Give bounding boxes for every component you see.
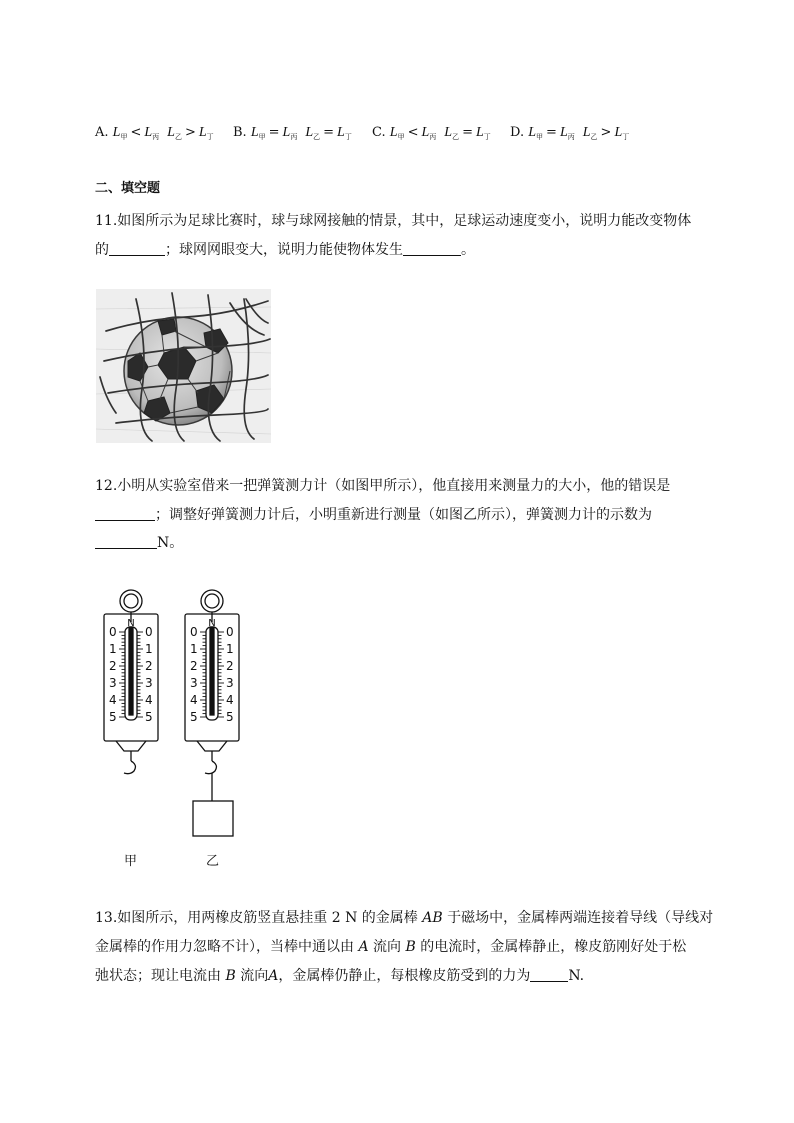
tick-label-right-4-b: 4 [226, 693, 234, 707]
scale-tick-marks [119, 632, 224, 717]
spring-scale-diagram [96, 583, 256, 873]
tick-label-left-2: 2 [109, 659, 117, 673]
q11-blank-2[interactable] [403, 241, 461, 256]
q11-line-2: 的 ；球网网眼变大，说明力能使物体发生 。 [95, 242, 475, 258]
q11-line-1: 11.如图所示为足球比赛时，球与球网接触的情景，其中，足球运动速度变小，说明力能改变物体 [95, 213, 692, 229]
tick-label-left-3: 3 [109, 676, 117, 690]
tick-label-right-2-b: 2 [226, 659, 234, 673]
unit-label-left: N [127, 618, 135, 629]
q13-blank[interactable] [530, 967, 568, 982]
section-heading: 二、填空题 [95, 181, 161, 196]
option-d[interactable]: D. $L_甲 = L_丙$ $L_乙 > L_丁$ [510, 125, 630, 141]
q13-line-3: 弛状态；现让电流由 B 流向A，金属棒仍静止，每根橡皮筋受到的力为 N. [95, 968, 585, 984]
option-b[interactable]: B. $L_甲 = L_丙$ $L_乙 = L_丁$ [233, 125, 352, 141]
soccer-ball-net-image [96, 289, 271, 443]
tick-label-right-5-b: 5 [226, 710, 234, 724]
tick-label-right-5: 5 [145, 710, 153, 724]
q12-blank-1[interactable] [95, 506, 155, 521]
option-a[interactable]: A. $L_甲 < L_丙$ $L_乙 > L_丁$ [95, 125, 214, 141]
q12-line-3: N。 [95, 533, 183, 553]
q11-blank-1[interactable] [109, 241, 165, 256]
tick-label-left-4-b: 4 [190, 693, 198, 707]
tick-label-right-1: 1 [145, 642, 153, 656]
q12-line-2: ；调整好弹簧测力计后，小明重新进行测量（如图乙所示），弹簧测力计的示数为 [95, 505, 652, 525]
tick-label-right-2: 2 [145, 659, 153, 673]
tick-label-left-1: 1 [109, 642, 117, 656]
tick-label-left-1-b: 1 [190, 642, 198, 656]
tick-label-right-3: 3 [145, 676, 153, 690]
q12-blank-2[interactable] [95, 534, 157, 549]
tick-label-left-4: 4 [109, 693, 117, 707]
caption-yi: 乙 [206, 854, 220, 869]
caption-jia: 甲 [124, 854, 138, 869]
tick-label-left-5: 5 [109, 710, 117, 724]
q13-line-1: 13.如图所示，用两橡皮筋竖直悬挂重 2 N 的金属棒 AB 于磁场中，金属棒两端连接着导线（导线对 [95, 910, 714, 926]
q12-line-1: 12.小明从实验室借来一把弹簧测力计（如图甲所示），他直接用来测量力的大小，他的错误是 [95, 478, 671, 494]
tick-label-left-5-b: 5 [190, 710, 198, 724]
tick-label-right-3-b: 3 [226, 676, 234, 690]
option-c[interactable]: C. $L_甲 < L_丙$ $L_乙 = L_丁$ [372, 125, 491, 141]
tick-label-right-4: 4 [145, 693, 153, 707]
unit-label-right: N [208, 618, 216, 629]
tick-label-right-0-b: 0 [226, 625, 234, 639]
tick-label-left-0-b: 0 [190, 625, 198, 639]
soccer-ball-net-illustration [96, 289, 271, 443]
spring-scale-figure [96, 583, 256, 873]
tick-label-left-0: 0 [109, 625, 117, 639]
q13-line-2: 金属棒的作用力忽略不计），当棒中通以由 A 流向 B 的电流时，金属棒静止，橡皮筋刚好处于松 [95, 939, 687, 955]
tick-label-right-1-b: 1 [226, 642, 234, 656]
tick-label-right-0: 0 [145, 625, 153, 639]
tick-label-left-3-b: 3 [190, 676, 198, 690]
tick-label-left-2-b: 2 [190, 659, 198, 673]
